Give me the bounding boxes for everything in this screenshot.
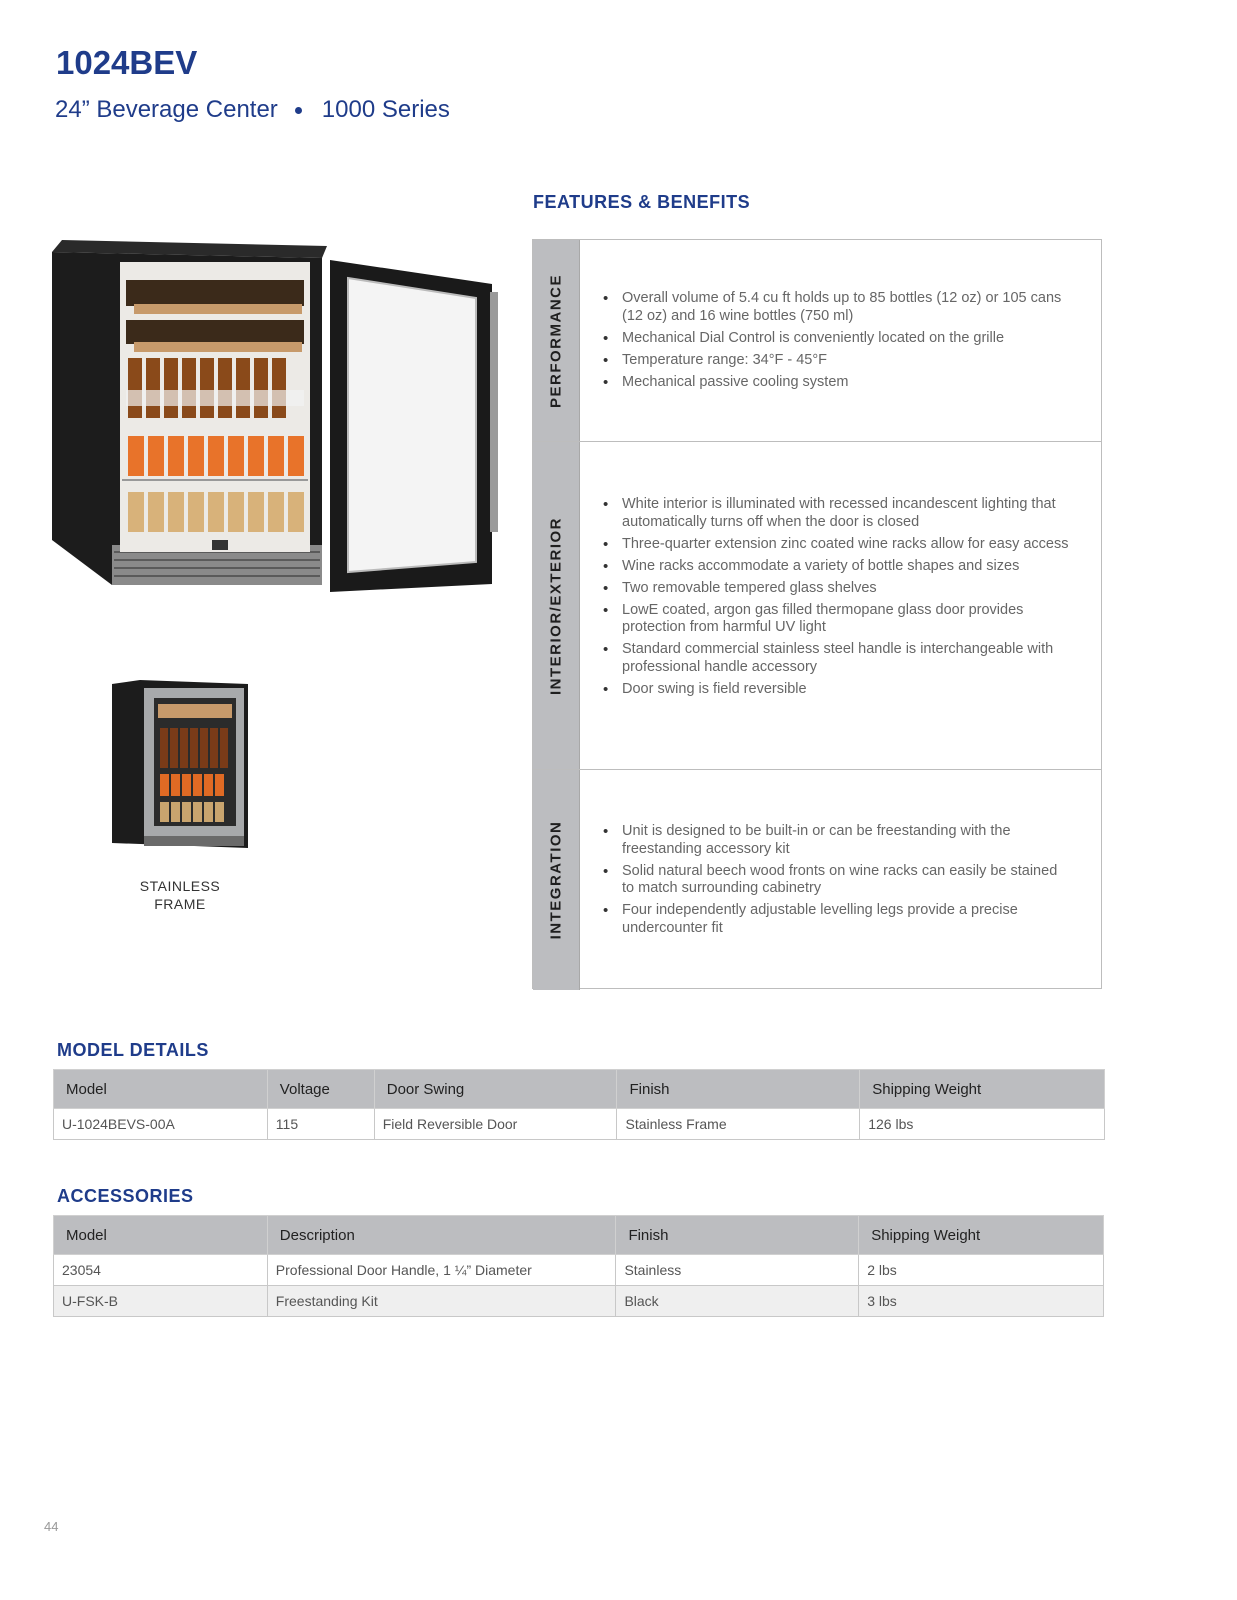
feature-item: • Three-quarter extension zinc coated wine racks allow for easy access	[603, 536, 1071, 554]
feature-section-label: INTERIOR/EXTERIOR	[533, 442, 580, 769]
table-cell: Professional Door Handle, 1 ¼” Diameter	[267, 1255, 616, 1286]
table-cell: 115	[267, 1109, 374, 1140]
table-cell: Freestanding Kit	[267, 1286, 616, 1317]
table-row	[54, 1286, 1104, 1317]
feature-item: • Overall volume of 5.4 cu ft holds up to 85 bottles (12 oz) or 105 cans (12 oz) and 16 wine bottles (750 ml)	[603, 290, 1071, 325]
feature-item: • LowE coated, argon gas filled thermopane glass door provides protection from harmful UV light	[603, 602, 1071, 637]
feature-list	[603, 823, 1071, 942]
feature-section-performance	[533, 240, 1101, 442]
table-cell: 3 lbs	[859, 1286, 1104, 1317]
column-header: Model	[54, 1216, 268, 1255]
feature-item: • Mechanical passive cooling system	[603, 374, 1071, 392]
table-row	[54, 1255, 1104, 1286]
table-cell: U-FSK-B	[54, 1286, 268, 1317]
feature-list	[603, 496, 1071, 703]
column-header: Model	[54, 1070, 268, 1109]
feature-item: • Four independently adjustable levelling legs provide a precise undercounter fit	[603, 902, 1071, 937]
bullet-separator	[295, 107, 302, 114]
table-cell: 126 lbs	[860, 1109, 1105, 1140]
subtitle-product-type: 24” Beverage Center	[55, 96, 278, 123]
features-heading: FEATURES & BENEFITS	[533, 192, 751, 212]
feature-section-label: INTEGRATION	[533, 770, 580, 990]
features-table	[532, 239, 1102, 989]
model-details-table	[53, 1069, 1105, 1140]
table-cell: Black	[616, 1286, 859, 1317]
feature-item: • Standard commercial stainless steel handle is interchangeable with professional handle accessory	[603, 641, 1071, 676]
column-header: Shipping Weight	[859, 1216, 1104, 1255]
feature-item: • White interior is illuminated with recessed incandescent lighting that automatically turns off when the door is closed	[603, 496, 1071, 531]
table-cell: Stainless Frame	[617, 1109, 860, 1140]
model-details-heading: MODEL DETAILS	[57, 1040, 209, 1060]
feature-item: • Wine racks accommodate a variety of bottle shapes and sizes	[603, 558, 1071, 576]
accessories-heading: ACCESSORIES	[57, 1186, 194, 1206]
beverage-center-stainless-frame-image	[110, 678, 250, 853]
feature-item: • Mechanical Dial Control is conveniently located on the grille	[603, 330, 1071, 348]
feature-section-interior-exterior	[533, 442, 1101, 770]
table-cell: Stainless	[616, 1255, 859, 1286]
table-header-row	[54, 1070, 1105, 1109]
column-header: Finish	[617, 1070, 860, 1109]
feature-section-integration	[533, 770, 1101, 990]
table-cell: U-1024BEVS-00A	[54, 1109, 268, 1140]
feature-item: • Unit is designed to be built-in or can be freestanding with the freestanding accessory kit	[603, 823, 1071, 858]
table-row	[54, 1109, 1105, 1140]
feature-list	[603, 290, 1071, 396]
column-header: Voltage	[267, 1070, 374, 1109]
feature-section-label: PERFORMANCE	[533, 240, 580, 441]
table-cell: Field Reversible Door	[374, 1109, 617, 1140]
table-cell: 23054	[54, 1255, 268, 1286]
column-header: Finish	[616, 1216, 859, 1255]
feature-item: • Temperature range: 34°F - 45°F	[603, 352, 1071, 370]
column-header: Description	[267, 1216, 616, 1255]
column-header: Shipping Weight	[860, 1070, 1105, 1109]
caption-line-2: FRAME	[154, 896, 206, 912]
page-title: 1024BEV	[56, 44, 198, 81]
page-subtitle	[55, 96, 450, 124]
stainless-frame-caption	[120, 877, 240, 913]
feature-item: • Two removable tempered glass shelves	[603, 580, 1071, 598]
beverage-center-open-image	[52, 240, 502, 600]
table-header-row	[54, 1216, 1104, 1255]
subtitle-series: 1000 Series	[321, 96, 450, 123]
page-number: 44	[44, 1519, 59, 1534]
caption-line-1: STAINLESS	[139, 878, 221, 894]
accessories-table	[53, 1215, 1104, 1317]
feature-item: • Door swing is field reversible	[603, 681, 1071, 699]
table-cell: 2 lbs	[859, 1255, 1104, 1286]
feature-item: • Solid natural beech wood fronts on wine racks can easily be stained to match surrounding cabinetry	[603, 863, 1071, 898]
column-header: Door Swing	[374, 1070, 617, 1109]
